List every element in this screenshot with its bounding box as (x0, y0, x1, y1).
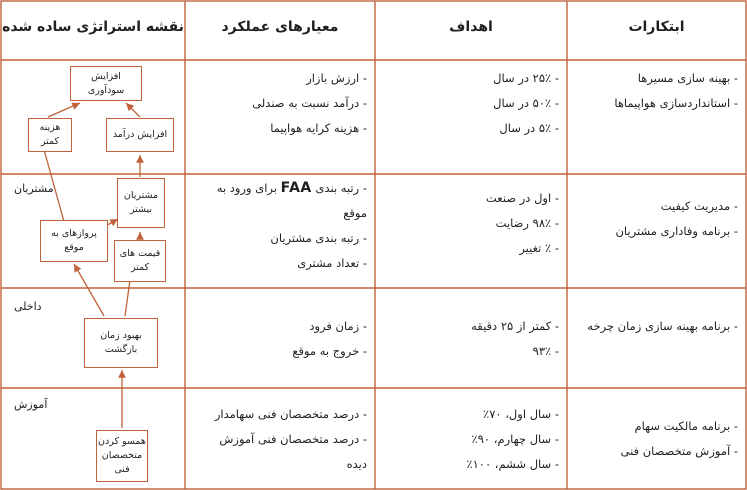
row1-measures: - رتبه بندی FAA برای ورود به موقع - رتبه بندی مشتریان - تعداد مشتری (216, 180, 367, 270)
box-lower-prices: قیمت های کمتر (114, 240, 166, 282)
box-turnaround: بهبود زمان بازگشت (84, 318, 158, 368)
row1-initiatives: - مدیریت کیفیت - برنامه وفاداری مشتریان (615, 199, 738, 238)
row0-measures: - ارزش بازار - درآمد نسبت به صندلی - هزینه کرایه هواپیما (252, 71, 367, 135)
perspective-internal: داخلی (14, 300, 42, 313)
header-targets: اهداف (449, 19, 493, 35)
row3-measures: - درصد متخصصان فنی سهامدار - درصد متخصصان فنی آموزش دیده (214, 407, 367, 471)
row2-initiatives: - برنامه بهینه سازی زمان چرخه (587, 319, 738, 333)
row3-initiatives: - برنامه مالکیت سهام - آموزش متخصصان فنی (620, 419, 738, 458)
row0-targets: - ۲۵٪ در سال - ۵۰٪ در سال - ۵٪ در سال (493, 71, 559, 135)
box-on-time: پروازهای به موقع (40, 220, 108, 262)
row1-targets: - اول در صنعت - ۹۸٪ رضایت - ٪ تغییر (486, 191, 559, 255)
box-revenue: افزایش درآمد (106, 118, 174, 152)
box-more-customers: مشتریان بیشتر (117, 178, 165, 228)
box-profit: افزایش سودآوری (70, 66, 142, 101)
header-map: نقشه استراتژی ساده شده (2, 19, 184, 35)
row2-measures: - زمان فرود - خروج به موقع (292, 319, 367, 358)
header-measures: معیارهای عملکرد (221, 19, 339, 35)
box-align-staff: همسو کردن متخصصان فنی (96, 430, 148, 482)
header-initiatives: ابتکارات (628, 19, 685, 35)
perspective-learning: آموزش (14, 398, 48, 411)
perspective-customers: مشتریان (14, 182, 54, 195)
row0-initiatives: - بهینه سازی مسیرها - استانداردسازی هواپیماها (614, 71, 738, 110)
row2-targets: - کمتر از ۲۵ دقیقه - ۹۳٪ (471, 319, 559, 358)
box-lower-cost: هزینه کمتر (28, 118, 72, 152)
row3-targets: - سال اول، ۷۰٪ - سال چهارم، ۹۰٪ - سال ششم، ۱۰۰٪ (466, 407, 559, 471)
